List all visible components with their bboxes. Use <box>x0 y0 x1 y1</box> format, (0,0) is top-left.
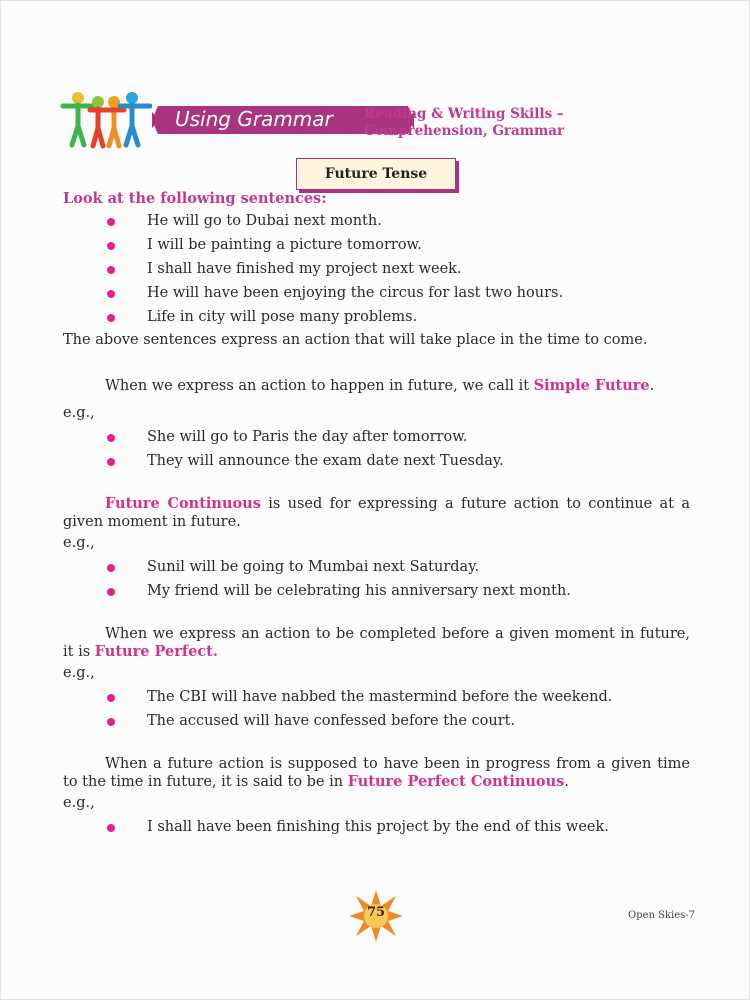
eg-label: e.g., <box>63 535 95 551</box>
bullet-icon <box>107 242 115 250</box>
bullet-icon <box>107 314 115 322</box>
bullet-icon <box>107 564 115 572</box>
bullet-icon <box>107 694 115 702</box>
bullet-icon <box>107 588 115 596</box>
bullet-icon <box>107 458 115 466</box>
future-perfect-paragraph: When we express an action to be completed before a given moment in future, it is Future Perfect. <box>63 626 690 660</box>
skills-line-1: Reading & Writing Skills – <box>364 106 564 122</box>
future-perfect-continuous-term: Future Perfect Continuous <box>347 773 565 790</box>
summary-text: The above sentences express an action that will take place in the time to come. <box>63 332 648 348</box>
simple-future-paragraph: When we express an action to happen in future, we call it Simple Future. <box>105 377 655 394</box>
simple-future-examples <box>63 425 690 473</box>
series-label: Open Skies-7 <box>628 910 696 921</box>
list-item: My friend will be celebrating his anniversary next month. <box>63 579 690 603</box>
page-title: Future Tense <box>296 158 456 190</box>
intro-examples <box>63 209 690 329</box>
bullet-icon <box>107 266 115 274</box>
list-item: I will be painting a picture tomorrow. <box>63 233 690 257</box>
list-item: He will go to Dubai next month. <box>63 209 690 233</box>
list-item: The accused will have confessed before the court. <box>63 709 690 733</box>
future-perfect-continuous-paragraph: When a future action is supposed to have been in progress from a given time to the time in future, it is said to be in Future Perfect Continuous. <box>63 756 690 790</box>
eg-label: e.g., <box>63 665 95 681</box>
future-continuous-paragraph: Future Continuous is used for expressing a future action to continue at a given moment in future. <box>63 495 690 530</box>
future-perfect-term: Future Perfect. <box>94 643 218 660</box>
list-item: They will announce the exam date next Tuesday. <box>63 449 690 473</box>
list-item: He will have been enjoying the circus for last two hours. <box>63 281 690 305</box>
lead-heading: Look at the following sentences: <box>63 190 327 207</box>
list-item: Sunil will be going to Mumbai next Saturday. <box>63 555 690 579</box>
banner-label: Using Grammar <box>175 107 333 131</box>
future-perfect-examples <box>63 685 690 733</box>
page-number: 75 <box>366 905 386 920</box>
list-item: I shall have been finishing this project by the end of this week. <box>63 815 690 839</box>
skills-line-2: Comprehension, Grammar <box>364 123 565 139</box>
eg-label: e.g., <box>63 795 95 811</box>
children-holding-hands-icon <box>60 90 152 150</box>
bullet-icon <box>107 718 115 726</box>
list-item: I shall have finished my project next week. <box>63 257 690 281</box>
future-continuous-term: Future Continuous <box>105 495 261 512</box>
eg-label: e.g., <box>63 405 95 421</box>
section-header <box>60 90 700 160</box>
future-perfect-continuous-examples <box>63 815 690 839</box>
bullet-icon <box>107 434 115 442</box>
list-item: She will go to Paris the day after tomorrow. <box>63 425 690 449</box>
list-item: Life in city will pose many problems. <box>63 305 690 329</box>
simple-future-term: Simple Future <box>533 377 650 394</box>
future-continuous-examples <box>63 555 690 603</box>
skills-label <box>364 106 564 140</box>
main-content <box>63 189 690 839</box>
bullet-icon <box>107 824 115 832</box>
list-item: The CBI will have nabbed the mastermind before the weekend. <box>63 685 690 709</box>
bullet-icon <box>107 218 115 226</box>
bullet-icon <box>107 290 115 298</box>
